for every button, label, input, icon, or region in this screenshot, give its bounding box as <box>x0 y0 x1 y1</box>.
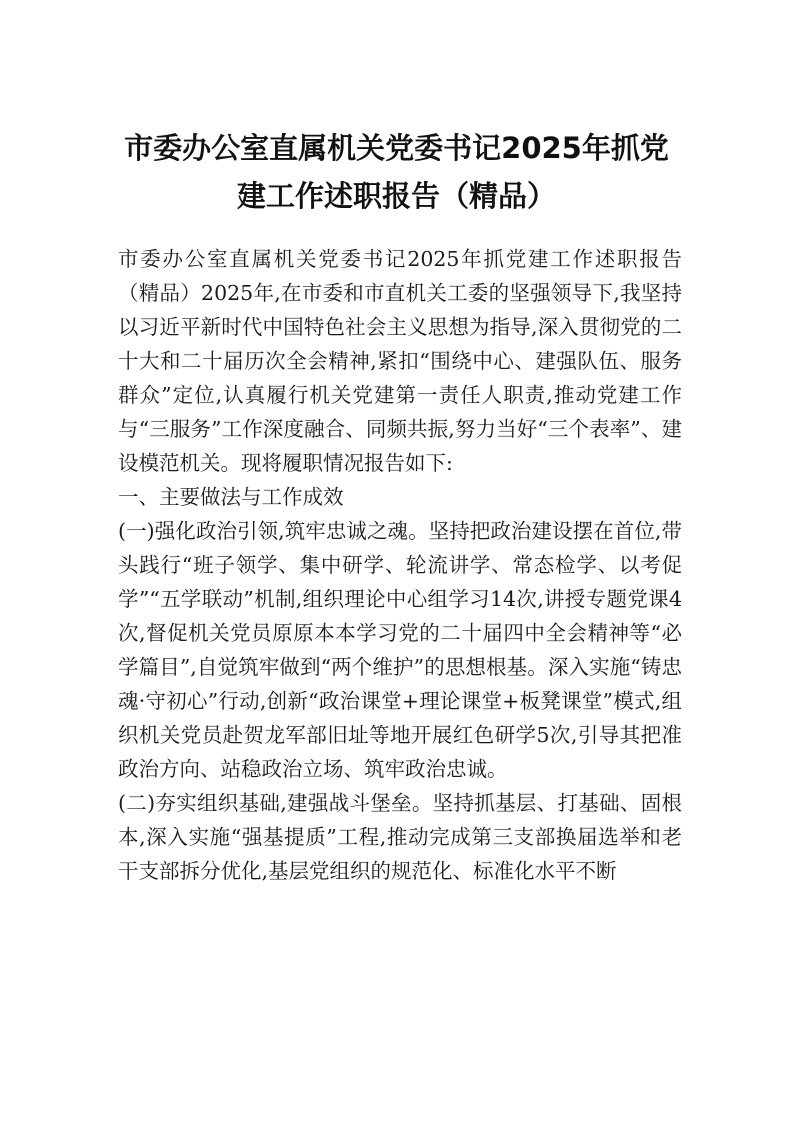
section-item-2: (二)夯实组织基础,建强战斗堡垒。坚持抓基层、打基础、固根本,深入实施“强基提质”工程,推动完成第三支部换届选举和老干支部拆分优化,基层党组织的规范化、标准化水平不断 <box>118 791 682 883</box>
document-body <box>118 242 682 888</box>
document-title: 市委办公室直属机关党委书记2025年抓党建工作述职报告（精品） <box>124 131 669 213</box>
section-heading-1: 一、主要做法与工作成效 <box>118 485 344 509</box>
intro-paragraph: 市委办公室直属机关党委书记2025年抓党建工作述职报告（精品）2025年,在市委和市直机关工委的坚强领导下,我坚持以习近平新时代中国特色社会主义思想为指导,深入贯彻党的二十大和二十届历次全会精神,紧扣“围绕中心、建强队伍、服务群众”定位,认真履行机关党建第一责任人职责,推动党建工作与“三服务”工作深度融合、同频共振,努力当好“三个表率”、建设模范机关。现将履职情况报告如下: <box>118 247 682 475</box>
section-item-1: (一)强化政治引领,筑牢忠诚之魂。坚持把政治建设摆在首位,带头践行“班子领学、集中研学、轮流讲学、常态检学、以考促学”“五学联动”机制,组织理论中心组学习14次,讲授专题党课4次,督促机关党员原原本本学习党的二十届四中全会精神等“必学篇目”,自觉筑牢做到“两个维护”的思想根基。深入实施“铸忠魂·守初心”行动,创新“政治课堂+理论课堂+板凳课堂”模式,组织机关党员赴贺龙军部旧址等地开展红色研学5次,引导其把准政治方向、站稳政治立场、筑牢政治忠诚。 <box>118 519 682 781</box>
